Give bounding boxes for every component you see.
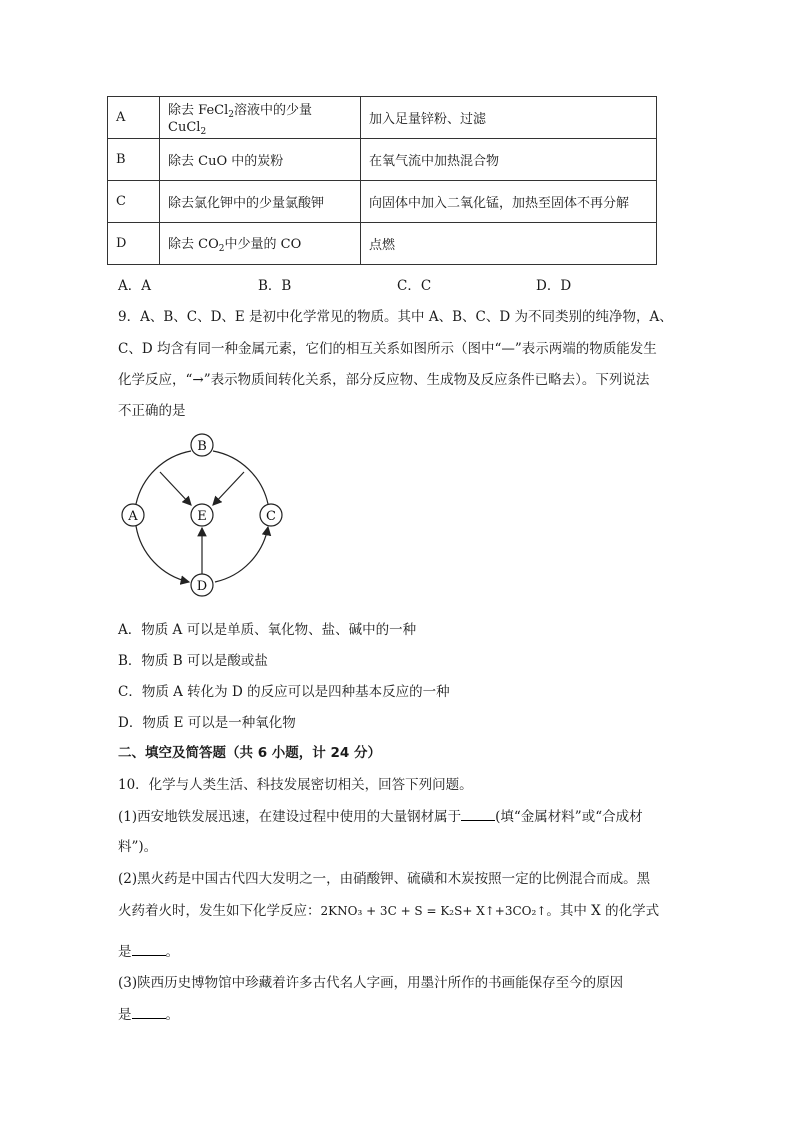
row-label: C bbox=[108, 181, 160, 223]
options-table bbox=[107, 96, 657, 265]
arrow-d-to-c bbox=[215, 527, 268, 582]
q9-option-c[interactable]: C．物质 A 转化为 D 的反应可以是四种基本反应的一种 bbox=[118, 684, 450, 700]
table-row bbox=[108, 97, 657, 139]
relation-diagram bbox=[112, 425, 292, 605]
q10-part1-line2: 料”)。 bbox=[118, 839, 158, 855]
table-row bbox=[108, 139, 657, 181]
node-e-label: E bbox=[197, 509, 207, 524]
node-b-label: B bbox=[197, 439, 207, 454]
row-purpose: 除去 CuO 中的炭粉 bbox=[160, 139, 361, 181]
row-purpose: 除去氯化钾中的少量氯酸钾 bbox=[160, 181, 361, 223]
section-title: 二、填空及简答题（共 6 小题，计 24 分） bbox=[118, 745, 381, 761]
q10-part2-line3: 是 。 bbox=[118, 944, 179, 960]
choice-c[interactable]: C．C bbox=[397, 278, 432, 294]
arrow-to-e-left bbox=[160, 472, 191, 505]
q9-option-a[interactable]: A．物质 A 可以是单质、氧化物、盐、碱中的一种 bbox=[118, 622, 417, 638]
arrow-to-e-right bbox=[213, 472, 244, 505]
q8-choices bbox=[118, 274, 678, 292]
table-row bbox=[108, 181, 657, 223]
q10-part1-line1: (1)西安地铁发展迅速，在建设过程中使用的大量钢材属于 (填“金属材料”或“合成材 bbox=[118, 809, 643, 825]
choice-a[interactable]: A．A bbox=[118, 278, 151, 294]
node-a-label: A bbox=[128, 509, 138, 524]
arrow-a-to-d bbox=[136, 526, 189, 582]
row-method: 向固体中加入二氧化锰，加热至固体不再分解 bbox=[361, 181, 657, 223]
row-label: D bbox=[108, 223, 160, 265]
q9-stem-line3: 化学反应，“→”表示物质间转化关系，部分反应物、生成物及反应条件已略去）。下列说法 bbox=[118, 372, 650, 388]
q9-option-d[interactable]: D．物质 E 可以是一种氧化物 bbox=[118, 715, 296, 731]
row-method: 点燃 bbox=[361, 223, 657, 265]
q10-stem: 10．化学与人类生活、科技发展密切相关，回答下列问题。 bbox=[118, 777, 473, 793]
q10-part2-line2: 火药着火时，发生如下化学反应：2KNO₃ + 3C + S = K₂S+ X↑+3CO₂↑。其中 X 的化学式 bbox=[118, 903, 660, 919]
row-method: 在氧气流中加热混合物 bbox=[361, 139, 657, 181]
q9-stem-line4: 不正确的是 bbox=[118, 403, 186, 419]
q9-stem-line2: C、D 均含有同一种金属元素，它们的相互关系如图所示（图中“—”表示两端的物质能发生 bbox=[118, 341, 657, 357]
q10-part3-line2: 是 。 bbox=[118, 1007, 179, 1023]
row-label: B bbox=[108, 139, 160, 181]
q9-stem-line1: 9．A、B、C、D、E 是初中化学常见的物质。其中 A、B、C、D 为不同类别的纯净物，A、 bbox=[118, 309, 673, 325]
reaction-equation: 2KNO₃ + 3C + S = K₂S+ X↑+3CO₂↑ bbox=[320, 904, 547, 918]
choice-b[interactable]: B．B bbox=[258, 278, 292, 294]
q10-part3-line1: (3)陕西历史博物馆中珍藏着许多古代名人字画，用墨汁所作的书画能保存至今的原因 bbox=[118, 975, 624, 991]
answer-blank-2[interactable] bbox=[132, 943, 166, 956]
row-purpose: 除去 $CO_2$中少量的 CO bbox=[160, 223, 361, 265]
q10-part2-line1: (2)黑火药是中国古代四大发明之一，由硝酸钾、硫磺和木炭按照一定的比例混合而成。黑 bbox=[118, 871, 651, 887]
node-c-label: C bbox=[266, 509, 276, 524]
choice-d[interactable]: D．D bbox=[536, 278, 572, 294]
row-label: A bbox=[108, 97, 160, 139]
node-d-label: D bbox=[196, 579, 208, 594]
q9-option-b[interactable]: B．物质 B 可以是酸或盐 bbox=[118, 653, 268, 669]
row-method: 加入足量锌粉、过滤 bbox=[361, 97, 657, 139]
answer-blank-1[interactable] bbox=[461, 808, 495, 821]
row-purpose: 除去 FeCl$_2$溶液中的少量 CuCl$_2$ bbox=[160, 97, 361, 139]
table-row bbox=[108, 223, 657, 265]
answer-blank-3[interactable] bbox=[132, 1006, 166, 1019]
